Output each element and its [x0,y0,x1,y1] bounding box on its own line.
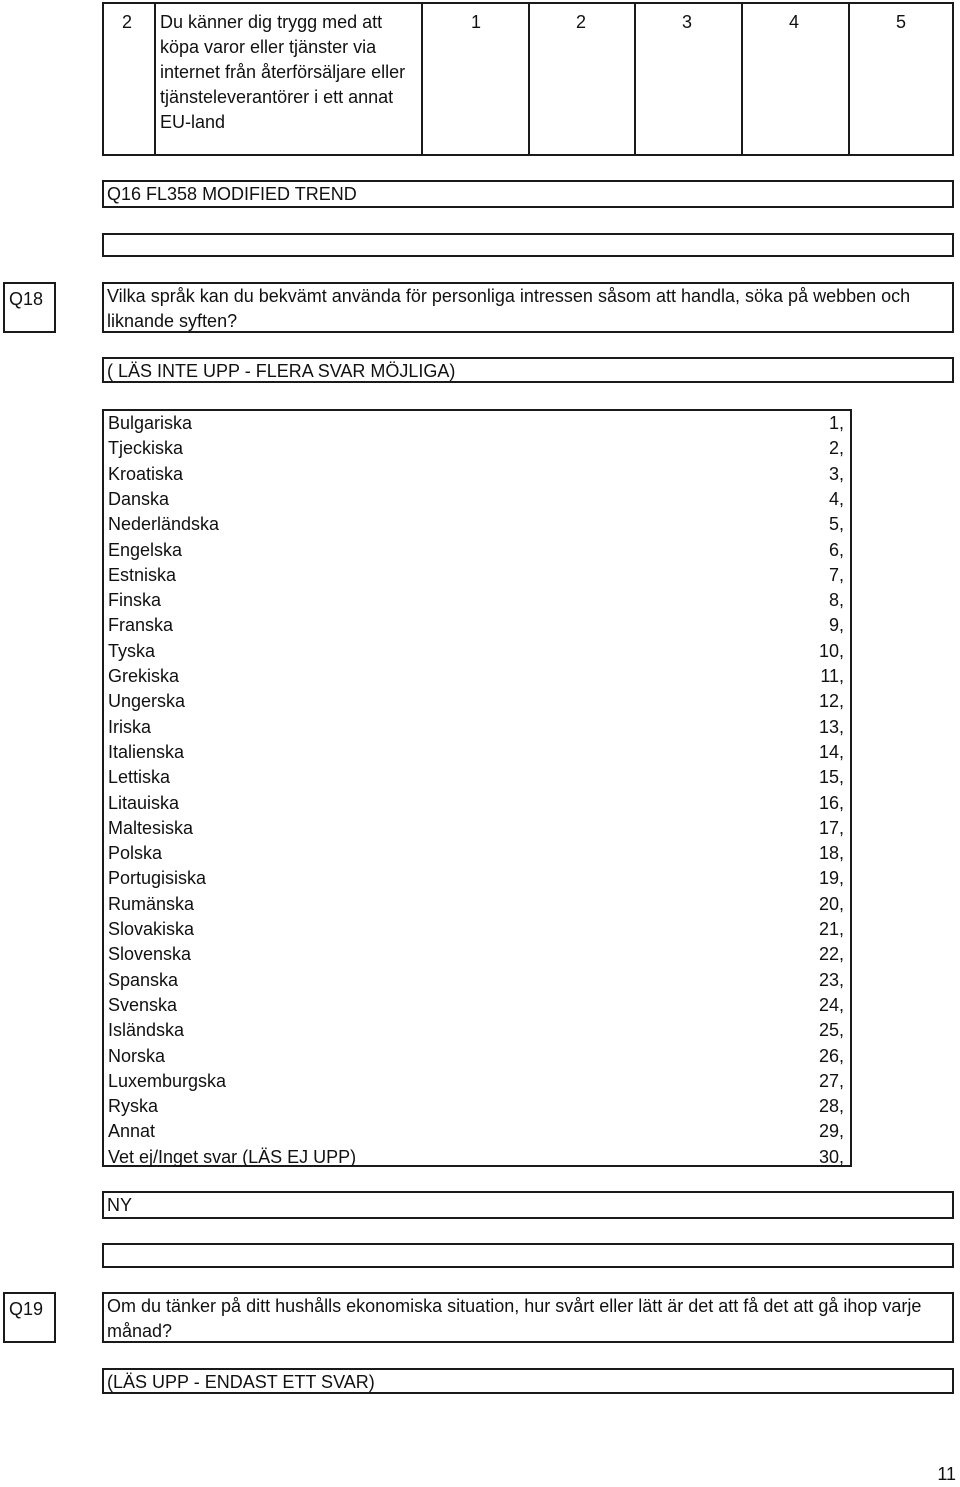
option-code: 19, [818,868,844,889]
option-label: Ungerska [108,691,186,712]
option-code: 14, [818,741,844,762]
option-row[interactable] [104,588,850,613]
option-code: 24, [818,994,844,1015]
option-row[interactable] [104,538,850,563]
scale-cell-3[interactable] [636,4,743,154]
option-code: 2, [828,438,844,459]
scale-cell-4[interactable] [743,4,850,154]
scale-cell-2[interactable] [530,4,636,154]
option-code: 12, [818,691,844,712]
option-code: 29, [818,1121,844,1142]
option-label: Ryska [108,1096,159,1117]
statement-text: Du känner dig trygg med att köpa varor eller tjänster via internet från återförsäljare eller tjänsteleverantörer i ett annat EU-land [160,12,406,132]
option-label: Grekiska [108,666,180,686]
option-row[interactable] [104,968,850,993]
option-row[interactable] [104,613,850,638]
option-row[interactable] [104,866,850,891]
option-code: 6, [828,539,844,560]
option-label: Estniska [108,564,177,585]
option-row[interactable] [104,765,850,790]
row-number-cell [104,4,156,154]
option-label: Annat [108,1121,156,1142]
option-row[interactable] [104,512,850,537]
option-label: Slovenska [108,944,192,965]
option-row[interactable] [104,993,850,1018]
option-label: Slovakiska [108,919,195,939]
option-code: 8, [828,590,844,611]
row-number: 2 [122,12,133,32]
option-code: 21, [818,919,844,939]
option-row[interactable] [104,791,850,816]
option-row[interactable] [104,487,850,512]
option-label: Polska [108,843,163,864]
option-code: 28, [818,1096,844,1117]
option-label: Maltesiska [108,817,194,838]
page-number: 11 [937,1464,956,1484]
option-code: 20, [818,893,844,914]
option-code: 3, [828,463,844,484]
empty-bar-1 [102,233,954,257]
option-code: 13, [818,716,844,737]
option-label: Iriska [108,716,152,737]
option-row[interactable] [104,1069,850,1094]
option-code: 4, [828,488,844,509]
option-row[interactable] [104,689,850,714]
option-code: 30, [818,1146,844,1167]
option-label: Finska [108,590,162,611]
q18-instruction: ( LÄS INTE UPP - FLERA SVAR MÖJLIGA) [102,357,954,383]
option-row[interactable] [104,740,850,765]
option-row[interactable] [104,563,850,588]
scale-3: 3 [682,12,693,32]
option-label: Bulgariska [108,413,193,433]
option-code: 11, [820,666,844,686]
option-row[interactable] [104,715,850,740]
q19-question: Om du tänker på ditt hushålls ekonomiska situation, hur svårt eller lätt är det att få det att gå ihop varje månad? [102,1292,954,1343]
q19-id: Q19 [3,1292,56,1343]
option-row[interactable] [104,1145,850,1170]
empty-bar-2 [102,1243,954,1268]
option-code: 25, [818,1020,844,1041]
scale-cell-1[interactable] [423,4,530,154]
option-code: 1, [828,413,844,433]
option-code: 18, [818,843,844,864]
q19-instruction: (LÄS UPP - ENDAST ETT SVAR) [102,1368,954,1394]
option-label: Tjeckiska [108,438,184,459]
option-label: Litauiska [108,792,180,813]
q16-note: Q16 FL358 MODIFIED TREND [102,180,954,208]
option-code: 26, [818,1045,844,1066]
q18-id: Q18 [3,282,56,333]
option-row[interactable] [104,816,850,841]
option-label: Engelska [108,539,183,560]
option-row[interactable] [104,841,850,866]
option-label: Italienska [108,741,185,762]
option-row[interactable] [104,462,850,487]
option-row[interactable] [104,942,850,967]
option-code: 27, [818,1070,844,1091]
option-row[interactable] [104,1018,850,1043]
option-row[interactable] [104,1044,850,1069]
option-label: Lettiska [108,767,171,788]
option-code: 17, [818,817,844,838]
option-label: Danska [108,488,170,509]
option-label: Franska [108,615,174,636]
option-code: 7, [828,564,844,585]
option-code: 22, [818,944,844,965]
option-row[interactable] [104,664,850,689]
option-row[interactable] [104,639,850,664]
option-label: Portugisiska [108,868,207,889]
scale-1: 1 [471,12,482,32]
rating-row-table [102,2,954,156]
ny-label: NY [102,1191,954,1219]
option-row[interactable] [104,436,850,461]
option-code: 9, [828,615,844,636]
scale-5: 5 [896,12,907,32]
option-code: 16, [818,792,844,813]
option-row[interactable] [104,892,850,917]
option-row[interactable] [104,917,850,942]
option-code: 5, [828,514,844,535]
option-row[interactable] [104,411,850,436]
scale-2: 2 [576,12,587,32]
option-row[interactable] [104,1119,850,1144]
option-label: Luxemburgska [108,1070,227,1091]
option-code: 10, [818,640,844,661]
option-label: Isländska [108,1020,185,1041]
option-label: Svenska [108,994,178,1015]
option-label: Nederländska [108,514,220,535]
option-label: Tyska [108,640,156,661]
q18-options-list [102,409,852,1167]
scale-4: 4 [789,12,800,32]
option-label: Norska [108,1045,166,1066]
option-code: 15, [818,767,844,788]
scale-cell-5[interactable] [850,4,956,154]
option-label: Rumänska [108,893,195,914]
option-row[interactable] [104,1094,850,1119]
statement-cell [156,4,423,154]
option-label: Kroatiska [108,463,184,484]
option-label: Spanska [108,969,179,990]
option-code: 23, [818,969,844,990]
q18-question: Vilka språk kan du bekvämt använda för personliga intressen såsom att handla, söka på webben och liknande syften? [102,282,954,333]
option-label: Vet ej/Inget svar (LÄS EJ UPP) [108,1146,357,1167]
